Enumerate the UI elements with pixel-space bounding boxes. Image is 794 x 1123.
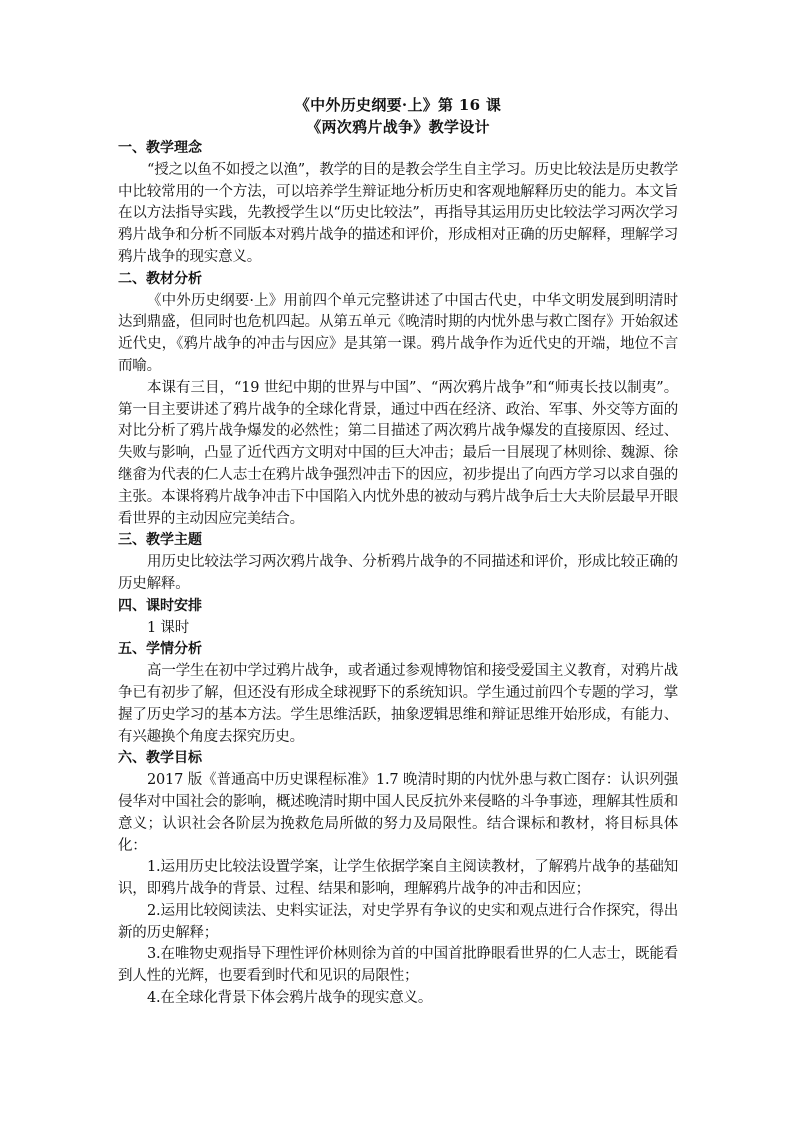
section-paragraph: 用历史比较法学习两次鸦片战争、分析鸦片战争的不同描述和评价，形成比较正确的历史解释。 bbox=[118, 554, 678, 592]
objective-item: 4.在全球化背景下体会鸦片战争的现实意义。 bbox=[147, 990, 433, 1007]
section-paragraph: “授之以鱼不如授之以渔”，教学的目的是教会学生自主学习。历史比较法是历史教学中比较常用的一个方法，可以培养学生辩证地分析历史和客观地解释历史的能力。本文旨在以方法指导实践，先教授学生以“历史比较法”，再指导其运用历史比较法学习两次学习鸦片战争和分析不同版本对鸦片战争的描述和评价，形成相对正确的历史解释，理解学习鸦片战争的现实意义。 bbox=[118, 161, 678, 265]
document-page bbox=[118, 94, 678, 1010]
section-paragraph: 1 课时 bbox=[147, 619, 190, 636]
section-heading-theme: 三、教学主题 bbox=[118, 532, 202, 549]
section-paragraph: 《中外历史纲要·上》用前四个单元完整讲述了中国古代史，中华文明发展到明清时达到鼎盛，但同时也危机四起。从第五单元《晚清时期的内忧外患与救亡图存》开始叙述近代史，《鸦片战争的冲击与因应》是其第一课。鸦片战争作为近代史的开端，地位不言而喻。 bbox=[118, 292, 678, 374]
section-heading-objectives: 六、教学目标 bbox=[118, 750, 202, 767]
objective-item: 1.运用历史比较法设置学案，让学生依据学案自主阅读教材，了解鸦片战争的基础知识，即鸦片战争的背景、过程、结果和影响，理解鸦片战争的冲击和因应； bbox=[118, 859, 678, 898]
section-heading-schedule: 四、课时安排 bbox=[118, 597, 202, 614]
document-title-line2: 《两次鸦片战争》教学设计 bbox=[306, 118, 490, 136]
section-heading-student-analysis: 五、学情分析 bbox=[118, 641, 202, 658]
document-title-line1: 《中外历史纲要·上》第 16 课 bbox=[294, 96, 502, 114]
objective-item: 3.在唯物史观指导下理性评价林则徐为首的中国首批睁眼看世界的仁人志士，既能看到人性的光辉，也要看到时代和见识的局限性； bbox=[118, 946, 678, 985]
section-paragraph: 本课有三目，“19 世纪中期的世界与中国”、“两次鸦片战争”和“师夷长技以制夷”。第一目主要讲述了鸦片战争的全球化背景，通过中西在经济、政治、军事、外交等方面的对比分析了鸦片战争爆发的必然性；第二目描述了两次鸦片战争爆发的直接原因、经过、失败与影响，凸显了近代西方文明对中国的巨大冲击；最后一目展现了林则徐、魏源、徐继畲为代表的仁人志士在鸦片战争强烈冲击下的因应，初步提出了向西方学习以求自强的主张。本课将鸦片战争冲击下中国陷入内忧外患的被动与鸦片战争后士大夫阶层最早开眼看世界的主动因应完美结合。 bbox=[118, 379, 678, 527]
section-heading-philosophy: 一、教学理念 bbox=[118, 140, 202, 156]
section-heading-textbook-analysis: 二、教材分析 bbox=[118, 270, 202, 287]
objective-item: 2.运用比较阅读法、史料实证法，对史学界有争议的史实和观点进行合作探究，得出新的历史解释； bbox=[118, 902, 678, 941]
section-paragraph: 2017 版《普通高中历史课程标准》1.7 晚清时期的内忧外患与救亡图存：认识列强侵华对中国社会的影响，概述晚清时期中国人民反抗外来侵略的斗争事迹，理解其性质和意义；认识社会各阶层为挽救危局所做的努力及局限性。结合课标和教材，将目标具体化： bbox=[118, 772, 678, 854]
section-paragraph: 高一学生在初中学过鸦片战争，或者通过参观博物馆和接受爱国主义教育，对鸦片战争已有初步了解，但还没有形成全球视野下的系统知识。学生通过前四个专题的学习，掌握了历史学习的基本方法。学生思维活跃，抽象逻辑思维和辩证思维开始形成，有能力、有兴趣换个角度去探究历史。 bbox=[118, 663, 678, 745]
